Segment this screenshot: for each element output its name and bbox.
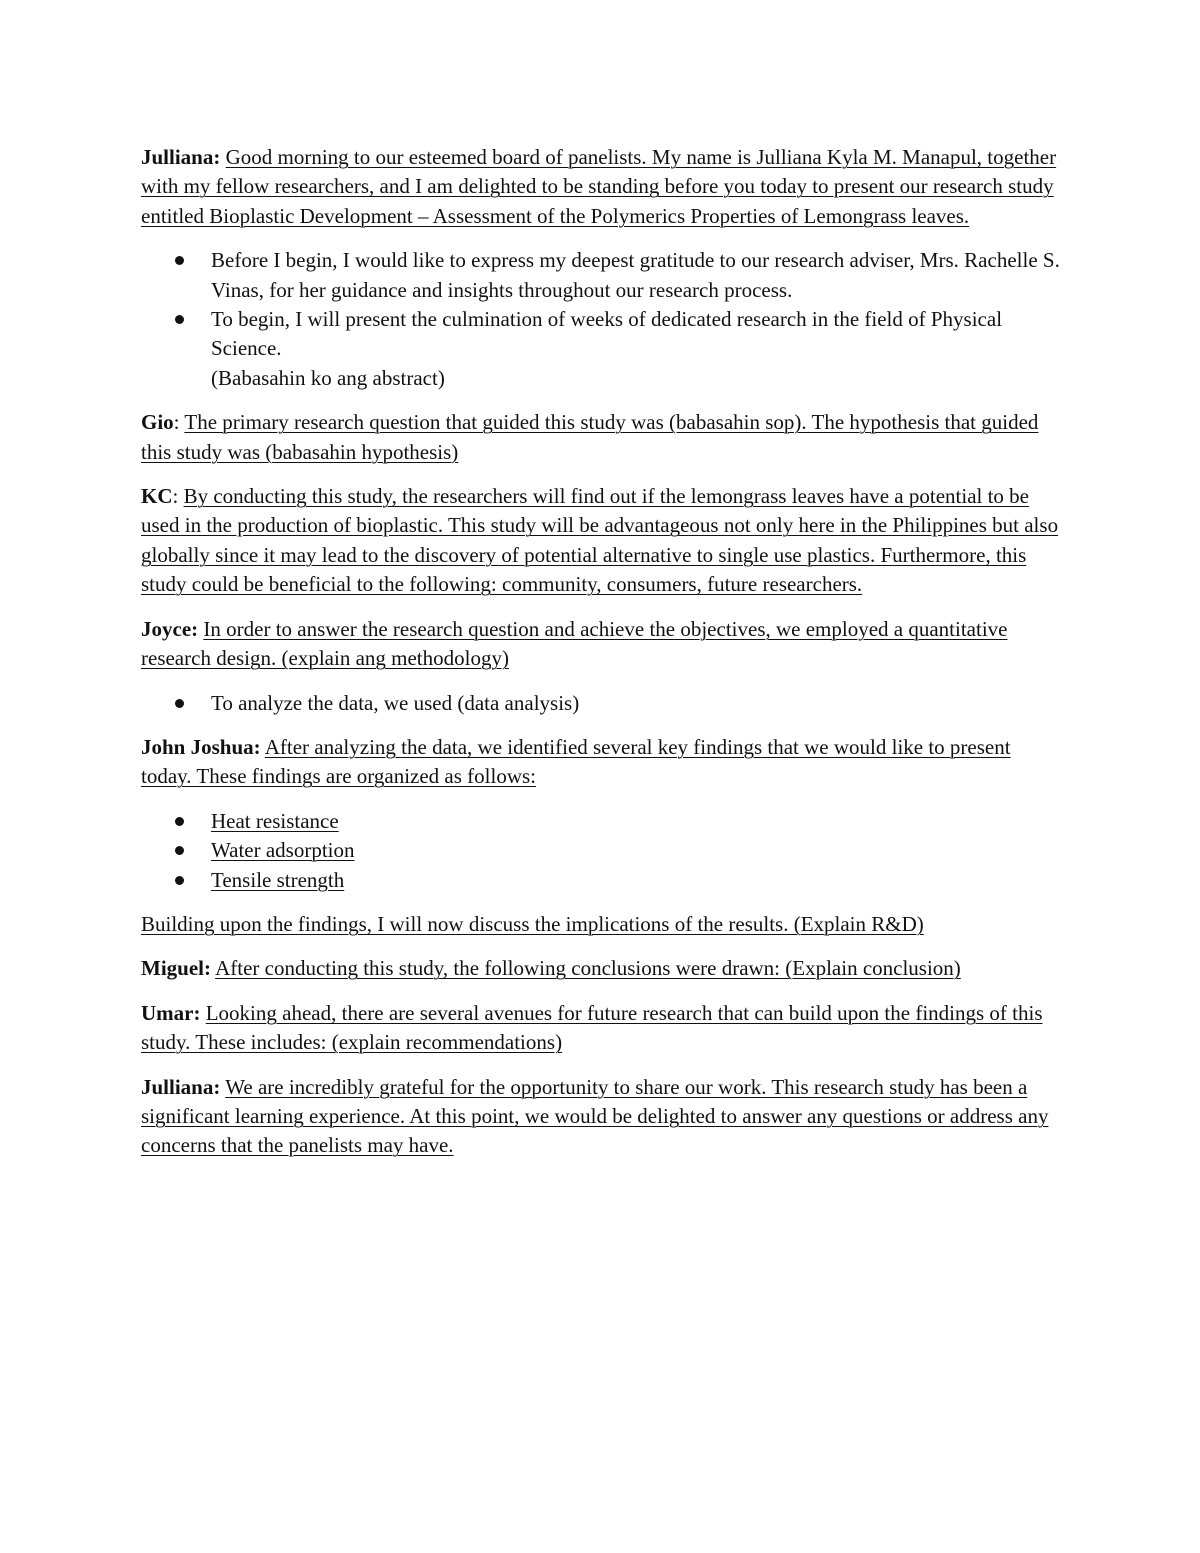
- list-item-text: Before I begin, I would like to express my deepest gratitude to our research adviser, Mrs. Rachelle S. Vinas, for her guidance and insights throughout our research process.: [211, 248, 1060, 302]
- speaker-name: Umar:: [141, 1000, 201, 1025]
- paragraph-implications: [141, 910, 1066, 939]
- paragraph-text: Building upon the findings, I will now discuss the implications of the results. (Explain R&D): [141, 911, 924, 936]
- paragraph-julliana-intro: [141, 143, 1066, 231]
- list-item: [211, 836, 1066, 865]
- speaker-name: Miguel:: [141, 956, 211, 981]
- paragraph-text: We are incredibly grateful for the opportunity to share our work. This research study has been a significant learning experience. At this point, we would be delighted to answer any questions or address any concerns that the panelists may have.: [141, 1074, 1049, 1158]
- list-item-text: Heat resistance: [211, 808, 339, 833]
- paragraph-text: After analyzing the data, we identified several key findings that we would like to present today. These findings are organized as follows:: [141, 734, 1011, 789]
- speaker-separator: :: [173, 410, 185, 435]
- speaker-name: Julliana:: [141, 145, 221, 169]
- paragraph-text: Looking ahead, there are several avenues for future research that can build upon the findings of this study. These includes: (explain recommendations): [141, 1000, 1043, 1055]
- list-item-text: Tensile strength: [211, 867, 345, 892]
- bullet-list-findings: [141, 807, 1066, 895]
- paragraph-miguel: [141, 954, 1066, 983]
- paragraph-text: In order to answer the research question and achieve the objectives, we employed a quantitative research design. (explain ang methodology): [141, 616, 1008, 671]
- paragraph-umar: [141, 999, 1066, 1058]
- list-item-text: To analyze the data, we used (data analysis): [211, 690, 580, 715]
- paragraph-text: By conducting this study, the researchers will find out if the lemongrass leaves have a potential to be used in the production of bioplastic. This study will be advantageous not only here in the Philippines but also globally since it may lead to the discovery of potential alternative to single use plastics. Furthermore, this study could be beneficial to the following: community, consumers, future researchers.: [141, 484, 1059, 597]
- list-item-text: To begin, I will present the culmination of weeks of dedicated research in the field of Physical Science.: [211, 307, 1003, 361]
- list-item: [211, 246, 1066, 305]
- list-item: [211, 689, 1066, 718]
- paragraph-joyce: [141, 615, 1066, 674]
- bullet-icon: [175, 699, 184, 708]
- list-item: [211, 807, 1066, 836]
- bullet-icon: [175, 256, 184, 265]
- speaker-name: John Joshua:: [141, 734, 261, 759]
- paragraph-text: After conducting this study, the following conclusions were drawn: (Explain conclusion): [215, 956, 961, 981]
- speaker-name: KC: [141, 484, 173, 509]
- paragraph-gio: [141, 408, 1066, 467]
- speaker-name: Joyce:: [141, 616, 199, 641]
- list-item-text: Water adsorption: [211, 838, 355, 863]
- bullet-icon: [175, 817, 184, 826]
- bullet-icon: [175, 876, 184, 885]
- speaker-separator: :: [172, 484, 184, 509]
- speaker-name: Gio: [141, 410, 174, 435]
- list-item-note: (Babasahin ko ang abstract): [211, 365, 445, 390]
- paragraph-text: Good morning to our esteemed board of panelists. My name is Julliana Kyla M. Manapul, together with my fellow researchers, and I am delighted to be standing before you today to present our research study entitled Bioplastic Development – Assessment of the Polymerics Properties of Lemongrass leaves.: [141, 145, 1057, 228]
- paragraph-kc: [141, 482, 1066, 600]
- bullet-list-analysis: [141, 689, 1066, 718]
- paragraph-john-joshua: [141, 733, 1066, 792]
- speaker-name: Julliana:: [141, 1074, 221, 1099]
- list-item: [211, 866, 1066, 895]
- paragraph-julliana-closing: [141, 1073, 1066, 1161]
- bullet-icon: [175, 846, 184, 855]
- paragraph-text: The primary research question that guided this study was (babasahin sop). The hypothesis that guided this study was (babasahin hypothesis): [141, 410, 1039, 464]
- list-item: [211, 305, 1066, 393]
- bullet-icon: [175, 315, 184, 324]
- document-page: [141, 143, 1066, 1176]
- bullet-list-intro: [141, 246, 1066, 393]
